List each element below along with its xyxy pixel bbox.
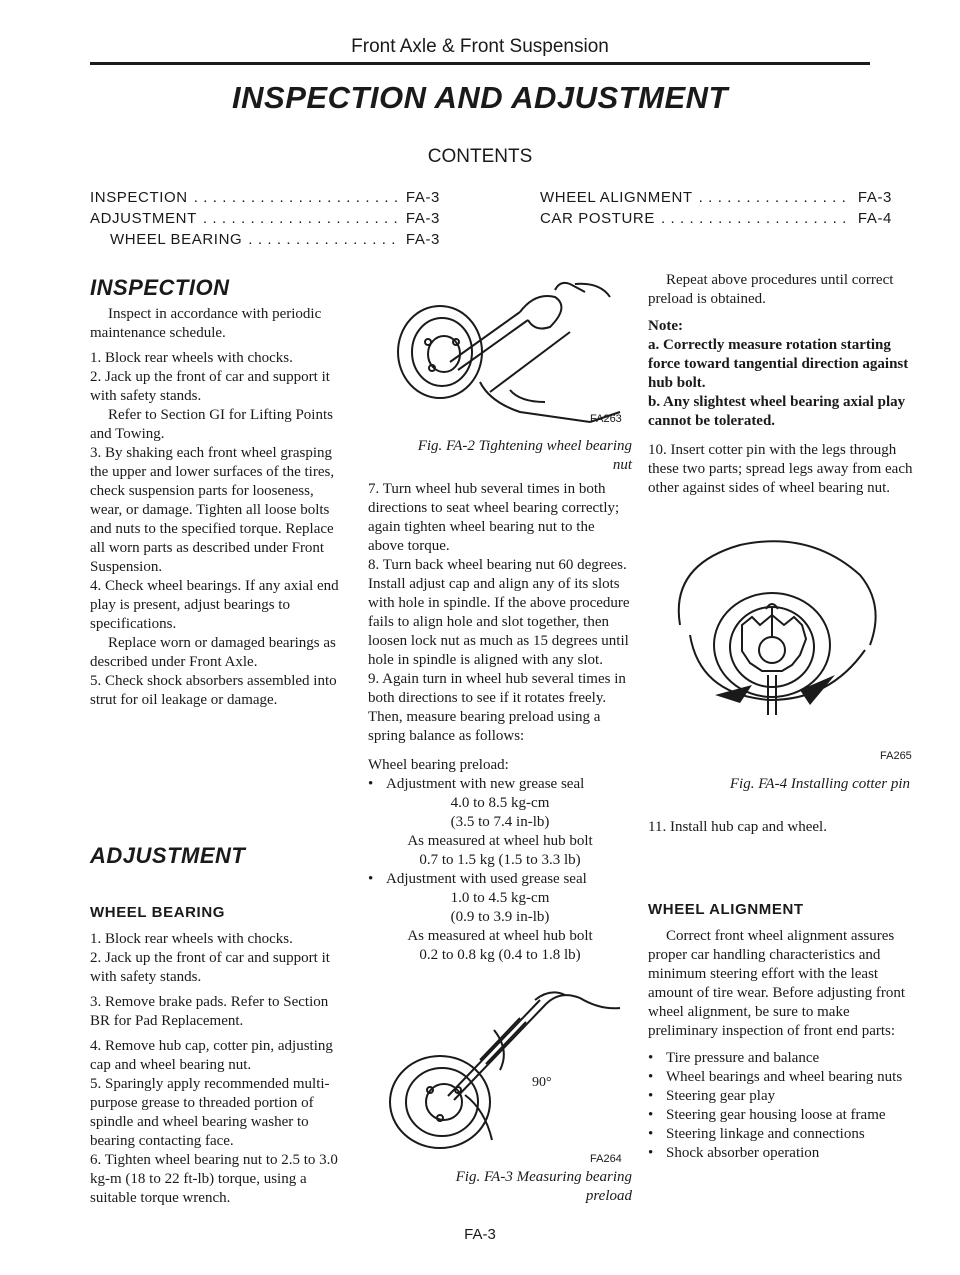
list-item-text: Steering gear play [666, 1088, 776, 1104]
inspection-step-3: 3. By shaking each front wheel grasping the upper and lower surfaces of the tires, check suspension parts for looseness, wear, or damage. Tighten all loose bolts and nuts to the specified torque. Replace all worn parts as described under Front Suspension. [90, 445, 335, 575]
toc-title: WHEEL BEARING [110, 231, 243, 248]
header-rule [90, 62, 870, 65]
toc-page: FA-3 [405, 189, 440, 206]
preload-used-seal-value-1: 1.0 to 4.5 kg-cm [450, 890, 550, 906]
step-8: 8. Turn back wheel bearing nut 60 degrees. Install adjust cap and align any of its slots with hole in spindle. If the above procedure fails to align hole and slot together, then loosen lock nut as much as 15 degrees until hole in spindle is aligned with any slot. [368, 557, 630, 668]
toc-leader-dots [661, 208, 852, 229]
list-item-text: Steering linkage and connections [666, 1126, 865, 1142]
inspection-step-5: 5. Check shock absorbers assembled into strut for oil leakage or damage. [90, 673, 337, 708]
fig-fa2-tightening-illustration [370, 272, 630, 452]
fig-fa3-angle-label: 90° [532, 1075, 552, 1090]
list-item-text: Shock absorber operation [666, 1145, 820, 1161]
fig-fa4-cotter-pin-illustration [660, 525, 890, 725]
inspection-body [90, 305, 345, 710]
toc-title: ADJUSTMENT [90, 210, 197, 227]
preload-label: Wheel bearing preload: [368, 757, 509, 773]
preload-new-seal-value-1: 4.0 to 8.5 kg-cm [450, 795, 550, 811]
preload-used-seal-label: Adjustment with used grease seal [386, 871, 587, 887]
toc-right [540, 187, 892, 229]
bullet-icon: • [368, 871, 374, 887]
fig-fa2-caption-line1: Fig. FA-2 Tightening wheel bearing [417, 438, 632, 454]
column-inspection [90, 275, 345, 300]
step-7: 7. Turn wheel hub several times in both directions to seat wheel bearing correctly; again tighten wheel bearing nut to the above torque. [368, 481, 620, 554]
wheel-bearing-step-3: 3. Remove brake pads. Refer to Section BR for Pad Replacement. [90, 994, 329, 1029]
bullet-icon: • [648, 1069, 654, 1085]
wheel-bearing-step-1: 1. Block rear wheels with chocks. [90, 931, 293, 947]
wheel-bearing-heading: WHEEL BEARING [90, 904, 226, 921]
list-item-text: Steering gear housing loose at frame [666, 1107, 886, 1123]
preload-used-seal-hub-label: As measured at wheel hub bolt [407, 928, 593, 944]
fig-fa3-caption-line1: Fig. FA-3 Measuring bearing [455, 1169, 632, 1185]
note-a: a. Correctly measure rotation starting force toward tangential direction against hub bolt. [648, 337, 909, 391]
step-9: 9. Again turn in wheel hub several times in both directions to see if it rotates freely. Then, measure bearing preload using a spring balance as follows: [368, 671, 626, 744]
toc-title: WHEEL ALIGNMENT [540, 189, 693, 206]
inspection-heading: INSPECTION [90, 275, 230, 300]
wheel-bearing-step-6: 6. Tighten wheel bearing nut to 2.5 to 3.0 kg-m (18 to 22 ft-lb) torque, using a suitable torque wrench. [90, 1152, 338, 1206]
step-11: 11. Install hub cap and wheel. [648, 819, 827, 835]
preload-used-seal-hub-value: 0.2 to 0.8 kg (0.4 to 1.8 lb) [419, 947, 581, 963]
bullet-icon: • [648, 1107, 654, 1123]
bullet-icon: • [648, 1050, 654, 1066]
inspection-step-4: 4. Check wheel bearings. If any axial end play is present, adjust bearings to specifications. [90, 578, 339, 632]
inspection-step-1: 1. Block rear wheels with chocks. [90, 350, 293, 366]
list-item [648, 1068, 918, 1087]
toc-leader-dots [194, 187, 400, 208]
preload-used-seal [368, 870, 632, 889]
step-11-box [648, 818, 918, 837]
wheel-alignment-intro: Correct front wheel alignment assures proper car handling characteristics and minimum steering effort with the least amount of tire wear. Before adjusting front wheel alignment, be sure to make preliminary inspection of front end parts: [648, 928, 906, 1039]
list-item [648, 1049, 918, 1068]
inspection-intro: Inspect in accordance with periodic maintenance schedule. [90, 306, 322, 341]
column-procedure [368, 480, 632, 965]
bullet-icon: • [648, 1145, 654, 1161]
list-item [648, 1144, 918, 1163]
fig-fa2-code: FA263 [590, 413, 622, 425]
toc-title: CAR POSTURE [540, 210, 655, 227]
toc-entry-wheel-bearing[interactable] [90, 229, 440, 250]
list-item-text: Tire pressure and balance [666, 1050, 820, 1066]
contents-heading: CONTENTS [427, 146, 533, 167]
wheel-bearing-step-5: 5. Sparingly apply recommended multi-purpose grease to threaded portion of spindle and wheel bearing washer to bearing contacting face. [90, 1076, 330, 1149]
wheel-bearing-step-4: 4. Remove hub cap, cotter pin, adjusting cap and wheel bearing nut. [90, 1038, 333, 1073]
toc-page: FA-3 [857, 189, 892, 206]
toc-leader-dots [203, 208, 400, 229]
adjustment-heading-box [90, 843, 345, 868]
toc-entry-adjustment[interactable] [90, 208, 440, 229]
step-10: 10. Insert cotter pin with the legs through these two parts; spread legs away from each other against sides of wheel bearing nut. [648, 442, 913, 496]
bullet-icon: • [648, 1088, 654, 1104]
fig-fa3-caption-line2: preload [585, 1188, 632, 1204]
wheel-bearing-step-2: 2. Jack up the front of car and support it with safety stands. [90, 950, 330, 985]
preload-new-seal [368, 775, 632, 794]
toc-entry-inspection[interactable] [90, 187, 440, 208]
note-b: b. Any slightest wheel bearing axial play cannot be tolerated. [648, 394, 906, 429]
fig-fa2-caption [370, 437, 632, 475]
note-label: Note: [648, 318, 683, 334]
preload-new-seal-label: Adjustment with new grease seal [386, 776, 585, 792]
toc-leader-dots [248, 229, 400, 250]
inspection-step-2: 2. Jack up the front of car and support it with safety stands. [90, 369, 330, 404]
fig-fa4-caption: Fig. FA-4 Installing cotter pin [729, 776, 910, 792]
toc-entry-car-posture[interactable] [540, 208, 892, 229]
toc-entry-wheel-alignment[interactable] [540, 187, 892, 208]
list-item [648, 1106, 918, 1125]
running-head: Front Axle & Front Suspension [351, 36, 609, 57]
repeat-text: Repeat above procedures until correct preload is obtained. [648, 272, 894, 307]
adjustment-heading: ADJUSTMENT [90, 843, 246, 868]
column-notes [648, 271, 918, 498]
preload-new-seal-value-2: (3.5 to 7.4 in-lb) [450, 814, 550, 830]
toc-leader-dots [699, 187, 852, 208]
toc-page: FA-4 [857, 210, 892, 227]
preload-new-seal-hub-value: 0.7 to 1.5 kg (1.5 to 3.3 lb) [419, 852, 581, 868]
toc-page: FA-3 [405, 210, 440, 227]
inspection-step-4-note: Replace worn or damaged bearings as described under Front Axle. [90, 635, 336, 670]
wheel-alignment-checklist [648, 1049, 918, 1163]
preload-new-seal-hub-label: As measured at wheel hub bolt [407, 833, 593, 849]
fig-fa4-code: FA265 [880, 750, 912, 762]
bullet-icon: • [648, 1126, 654, 1142]
fig-fa3-measuring-illustration [370, 990, 635, 1150]
wheel-alignment-section [648, 900, 918, 1163]
list-item [648, 1087, 918, 1106]
list-item-text: Wheel bearings and wheel bearing nuts [666, 1069, 903, 1085]
wheel-alignment-heading: WHEEL ALIGNMENT [648, 901, 804, 918]
toc-left [90, 187, 440, 250]
fig-fa2-caption-line2: nut [612, 457, 632, 473]
page-title: INSPECTION AND ADJUSTMENT [232, 80, 728, 115]
toc-page: FA-3 [405, 231, 440, 248]
preload-used-seal-value-2: (0.9 to 3.9 in-lb) [450, 909, 550, 925]
list-item [648, 1125, 918, 1144]
bullet-icon: • [368, 776, 374, 792]
fig-fa3-caption [370, 1168, 632, 1206]
page-number: FA-3 [464, 1226, 496, 1243]
inspection-step-2-note: Refer to Section GI for Lifting Points and Towing. [90, 407, 333, 442]
fig-fa3-code: FA264 [590, 1153, 622, 1165]
wheel-bearing-section [90, 903, 345, 1208]
toc-title: INSPECTION [90, 189, 188, 206]
